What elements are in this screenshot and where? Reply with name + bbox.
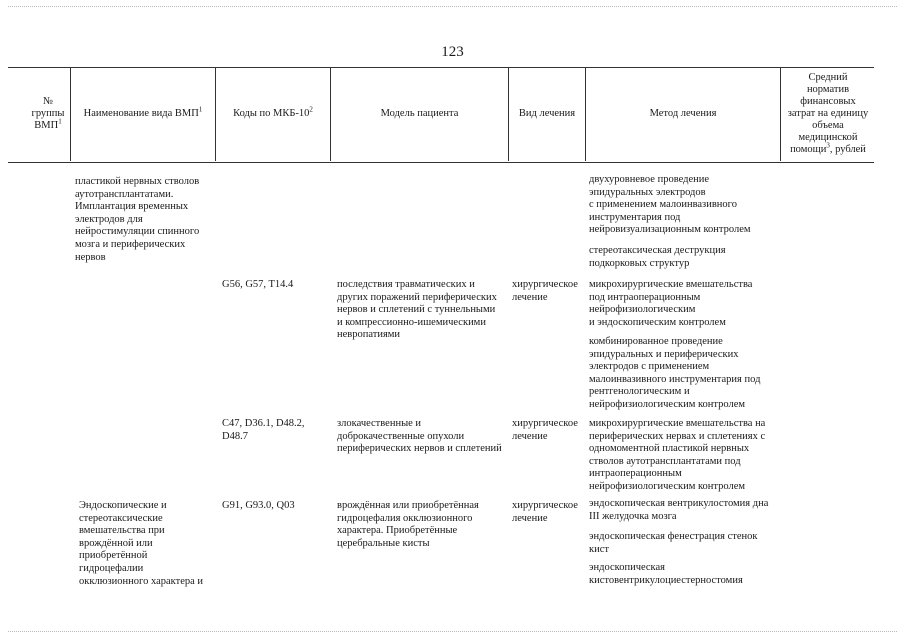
row-1-method-1: двухуровневое проведение эпидуральных электродов с применением малоинвазивного инструментария под нейровизуализационным контролем: [589, 174, 751, 236]
row-4-method-2: эндоскопическая фенестрация стенок кист: [589, 531, 758, 555]
header-average-cost: Средний норматив финансовых затрат на единицу объема медицинской помощи$^3$, рублей: [787, 72, 869, 155]
header-icd-codes: Коды по МКБ-$10^2$: [233, 105, 313, 119]
header-treatment-type: Вид лечения: [518, 108, 576, 119]
scan-edge-top: [8, 6, 897, 7]
scan-edge-bottom: [8, 631, 897, 632]
row-3-patient-model: злокачественные и доброкачественные опухоли периферических нервов и сплетений: [337, 418, 502, 455]
row-4-treatment-type: хирургическое лечение: [512, 500, 578, 524]
row-2-method-2: комбинированное проведение эпидуральных и периферических электродов с применением малоинвазивного инструментария под рентгенологическим и нейрофизиологическим контролем: [589, 336, 761, 410]
row-1-vmp-name: пластикой нервных стволов аутотрансплантатами. Имплантация временных электродов для нейростимуляции спинного мозга и периферических нервов: [75, 176, 200, 263]
row-1-method-2: стереотаксическая деструкция подкорковых структур: [589, 245, 726, 269]
row-4-icd-codes: G91, G93.0, Q03: [222, 500, 295, 511]
row-2-patient-model: последствия травматических и других поражений периферических нервов и сплетений с туннельными и компрессионно-ишемическими невропатиями: [337, 279, 497, 341]
row-4-vmp-name: Эндоскопические и стереотаксические вмешательства при врождённой или приобретённой гидроцефалии окклюзионного характера и: [79, 500, 204, 587]
row-3-treatment-type: хирургическое лечение: [512, 418, 578, 442]
row-2-icd-codes: G56, G57, T14.4: [222, 279, 294, 290]
page-number: 123: [441, 44, 464, 60]
row-2-method-1: микрохирургические вмешательства под интраоперационным нейрофизиологическим и эндоскопическим контролем: [589, 279, 753, 328]
row-4-method-1: эндоскопическая вентрикулостомия дна III желудочка мозга: [589, 498, 769, 522]
row-3-icd-codes: C47, D36.1, D48.2, D48.7: [222, 418, 305, 442]
row-3-method-1: микрохирургические вмешательства на периферических нервах и сплетениях с одномоментной пластикой нервных стволов аутотрансплантатами под интраоперационным нейрофизиологическим контролем: [589, 418, 766, 492]
header-patient-model: Модель пациента: [380, 108, 459, 119]
header-treatment-method: Метод лечения: [649, 108, 717, 119]
row-4-patient-model: врождённая или приобретённая гидроцефалия окклюзионного характера. Приобретённые церебральные кисты: [337, 500, 479, 549]
header-group-number: № группы ВМП$^1$: [31, 96, 65, 131]
row-4-method-3: эндоскопическая кистовентрикулоциестерностомия: [589, 562, 743, 586]
header-vmp-name: Наименование вида ВМП$^1$: [83, 105, 203, 119]
row-2-treatment-type: хирургическое лечение: [512, 279, 578, 303]
